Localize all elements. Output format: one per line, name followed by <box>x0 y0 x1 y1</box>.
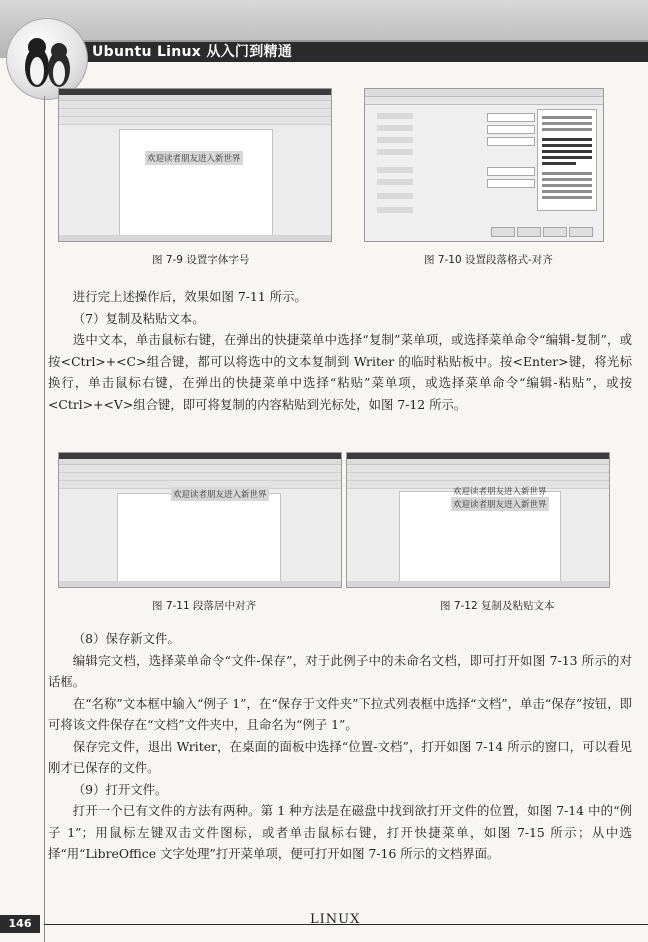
step-heading: （9）打开文件。 <box>72 781 168 797</box>
paragraph: 编辑完文档，选择菜单命令“文件-保存”，对于此例子中的未命名文档，即可打开如图 7-13 所示的对话框。 <box>48 652 632 689</box>
paragraph: 选中文本，单击鼠标右键，在弹出的快捷菜单中选择“复制”菜单项，或选择菜单命令“编辑-复制”，或按<Ctrl>+<C>组合键，都可以将选中的文本复制到 Writer 的临时粘贴板中。按<Enter>键，将光标换行，单击鼠标右键，在弹出的快捷菜单中选择“粘贴”菜单项，或选择菜单命令“编辑-粘贴”，或按<Ctrl>+<V>组合键，即可将复制的内容粘贴到光标处，如图 7-12 所示。 <box>48 332 632 412</box>
step-heading: （7）复制及粘贴文本。 <box>72 310 205 326</box>
paragraph: 进行完上述操作后，效果如图 7-11 所示。 <box>72 289 307 304</box>
page-number: 146 <box>0 915 40 933</box>
margin-rule <box>44 96 45 942</box>
caption-fig-7-9: 图 7-9 设置字体字号 <box>152 254 250 266</box>
paragraph: 打开一个已有文件的方法有两种。第 1 种方法是在磁盘中找到欲打开文件的位置，如图 7-14 中的“例子 1”；用鼠标左键双击文件图标，或者单击鼠标右键，打开快捷菜单，如图 7-15 所示；从中选择“用“LibreOffice 文字处理”打开菜单项，便可打开如图 7-16 所示的文档界面。 <box>48 803 632 861</box>
paragraph-preview <box>537 109 597 211</box>
figure-7-9-screenshot <box>58 88 332 242</box>
paragraph: 保存完文件，退出 Writer，在桌面的面板中选择“位置-文档”，打开如图 7-14 所示的窗口，可以看见刚才已保存的文件。 <box>48 738 632 775</box>
figure-7-12-screenshot <box>346 452 610 588</box>
figure-7-10-paragraph-dialog <box>364 88 604 242</box>
figure-7-11-screenshot <box>58 452 342 588</box>
body-section-b <box>48 628 632 865</box>
doc-text-highlight: 欢迎读者朋友进入新世界 <box>145 151 243 165</box>
caption-fig-7-10: 图 7-10 设置段落格式-对齐 <box>424 254 553 266</box>
paragraph: 在“名称”文本框中输入“例子 1”，在“保存于文件夹”下拉式列表框中选择“文档”，单击“保存”按钮，即可将该文件保存在“文档”文件夹中，且命名为“例子 1”。 <box>48 695 632 732</box>
caption-fig-7-12: 图 7-12 复制及粘贴文本 <box>440 600 555 612</box>
doc-text-centered: 欢迎读者朋友进入新世界 <box>171 487 269 501</box>
doc-line-pasted: 欢迎读者朋友进入新世界 <box>451 497 549 511</box>
caption-fig-7-11: 图 7-11 段落居中对齐 <box>152 600 257 612</box>
doc-line-original: 欢迎读者朋友进入新世界 <box>453 487 547 497</box>
footer-brand: LINUX <box>310 912 361 927</box>
step-heading: （8）保存新文件。 <box>72 631 180 646</box>
book-title: Ubuntu Linux 从入门到精通 <box>92 44 293 60</box>
body-section-a <box>48 286 632 415</box>
